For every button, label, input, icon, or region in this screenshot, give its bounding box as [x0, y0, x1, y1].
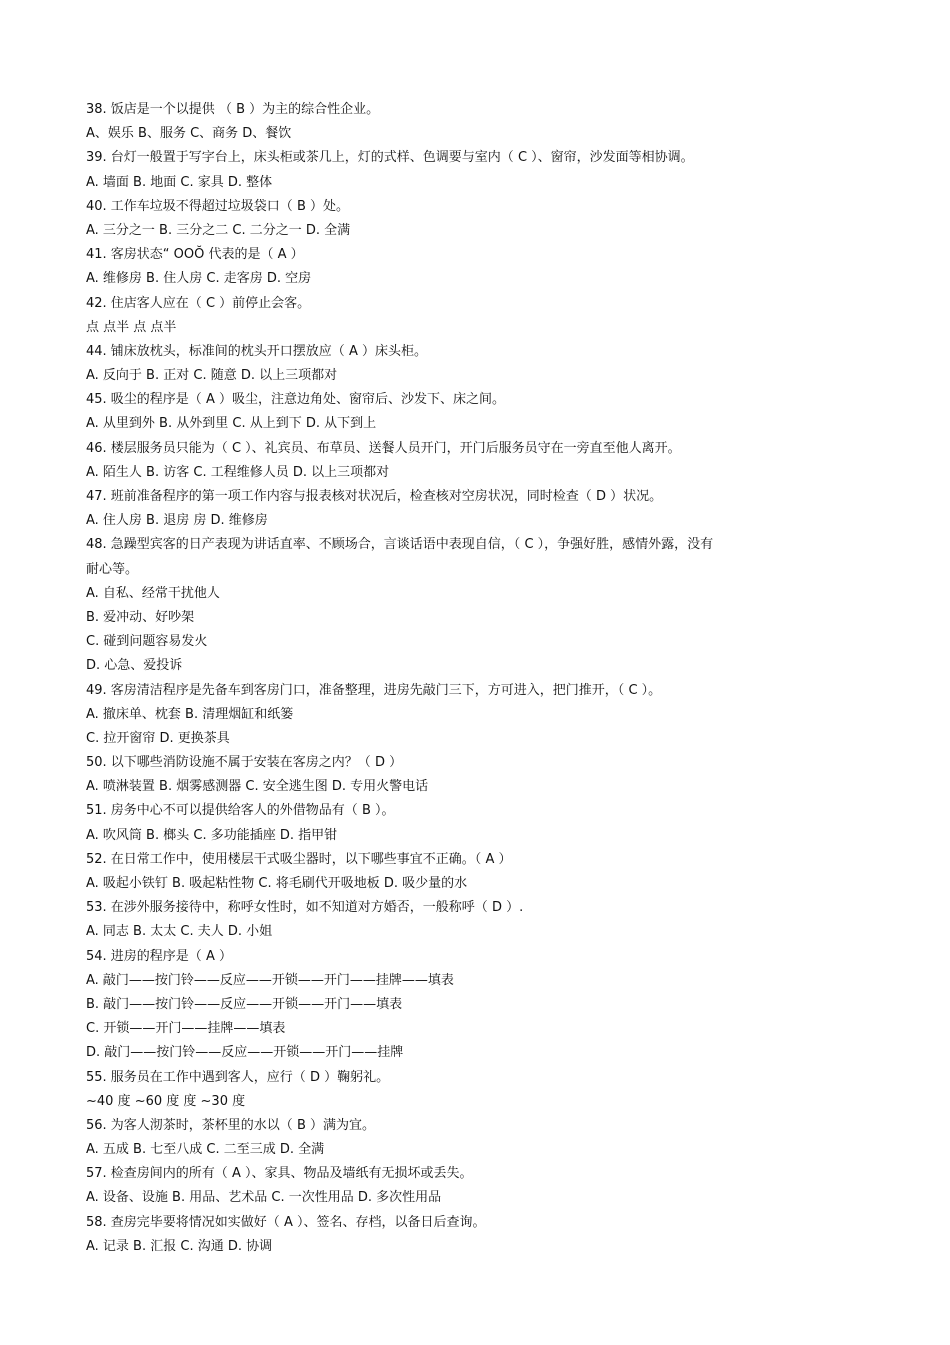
options-45: A. 从里到外 B. 从外到里 C. 从上到下 D. 从下到上	[86, 416, 377, 432]
options-44: A. 反向于 B. 正对 C. 随意 D. 以上三项都对	[86, 368, 338, 384]
question-52: 52. 在日常工作中，使用楼层干式吸尘器时，以下哪些事宜不正确。（ A ）	[86, 851, 512, 867]
question-49: 49. 客房清洁程序是先备车到客房门口，准备整理，进房先敲门三下，方可进入，把门推开，（ C ）。	[86, 682, 662, 698]
options-58: A. 记录 B. 汇报 C. 沟通 D. 协调	[86, 1238, 273, 1254]
options-46: A. 陌生人 B. 访客 C. 工程维修人员 D. 以上三项都对	[86, 464, 390, 480]
options-56: A. 五成 B. 七至八成 C. 二至三成 D. 全满	[86, 1142, 325, 1158]
question-46: 46. 楼层服务员只能为（ C ）、礼宾员、布草员、送餐人员开门，开门后服务员守在一旁直至他人离开。	[86, 440, 681, 456]
question-51: 51. 房务中心不可以提供给客人的外借物品有（ B ）。	[86, 803, 395, 819]
question-38: 38. 饭店是一个以提供 （ B ）为主的综合性企业。	[86, 102, 380, 117]
options-57: A. 设备、设施 B. 用品、艺术品 C. 一次性用品 D. 多次性用品	[86, 1190, 442, 1206]
question-53: 53. 在涉外服务接待中，称呼女性时，如不知道对方婚否，一般称呼（ D ）.	[86, 900, 524, 916]
options-55: ~40 度 ~60 度 度 ~30 度	[86, 1093, 246, 1109]
option-48-d: D. 心急、爱投诉	[86, 658, 183, 674]
option-54-b: B. 敲门——按门铃——反应——开锁——开门——填表	[86, 996, 403, 1012]
options-49-ab: A. 撤床单、枕套 B. 清理烟缸和纸篓	[86, 706, 294, 722]
question-48: 48. 急躁型宾客的日产表现为讲话直率、不顾场合，言谈话语中表现自信，（ C ），争强好胜，感情外露，没有	[86, 537, 714, 553]
options-50: A. 喷淋装置 B. 烟雾感测器 C. 安全逃生图 D. 专用火警电话	[86, 779, 429, 795]
options-40: A. 三分之一 B. 三分之二 C. 二分之一 D. 全满	[86, 222, 351, 238]
option-54-c: C. 开锁——开门——挂牌——填表	[86, 1021, 286, 1037]
question-57: 57. 检查房间内的所有（ A ）、家具、物品及墙纸有无损坏或丢失。	[86, 1166, 473, 1182]
question-55: 55. 服务员在工作中遇到客人，应行（ D ）鞠躬礼。	[86, 1069, 390, 1085]
question-44: 44. 铺床放枕头，标准间的枕头开口摆放应（ A ）床头柜。	[86, 343, 427, 359]
question-40: 40. 工作车垃圾不得超过垃圾袋口（ B ）处。	[86, 198, 349, 214]
question-48-cont: 耐心等。	[86, 561, 139, 577]
question-39: 39. 台灯一般置于写字台上，床头柜或茶几上，灯的式样、色调要与室内（ C ）、窗帘，沙发面等相协调。	[86, 150, 694, 166]
question-47: 47. 班前准备程序的第一项工作内容与报表核对状况后，检查核对空房状况，同时检查（ D ）状况。	[86, 489, 663, 504]
options-38: A、娱乐 B、服务 C、商务 D、餐饮	[86, 126, 292, 142]
question-56: 56. 为客人沏茶时，茶杯里的水以（ B ）满为宜。	[86, 1117, 375, 1133]
question-58: 58. 查房完毕要将情况如实做好（ A ）、签名、存档，以备日后查询。	[86, 1214, 486, 1230]
question-41: 41. 客房状态“ OOŎ 代表的是（ A ）	[86, 247, 304, 263]
options-39: A. 墙面 B. 地面 C. 家具 D. 整体	[86, 174, 273, 190]
option-48-b: B. 爱冲动、好吵架	[86, 609, 195, 625]
option-48-c: C. 碰到问题容易发火	[86, 634, 208, 650]
options-49-cd: C. 拉开窗帘 D. 更换茶具	[86, 730, 230, 746]
question-50: 50. 以下哪些消防设施不属于安装在客房之内？（ D ）	[86, 755, 403, 771]
option-48-a: A. 自私、经常干扰他人	[86, 585, 220, 601]
options-41: A. 维修房 B. 住人房 C. 走客房 D. 空房	[86, 271, 312, 287]
question-42: 42. 住店客人应在（ C ）前停止会客。	[86, 295, 311, 311]
document-page	[86, 98, 906, 1259]
options-51: A. 吹风筒 B. 榔头 C. 多功能插座 D. 指甲钳	[86, 827, 338, 843]
question-54: 54. 进房的程序是（ A ）	[86, 948, 232, 964]
options-47: A. 住人房 B. 退房 房 D. 维修房	[86, 513, 268, 529]
question-45: 45. 吸尘的程序是（ A ）吸尘，注意边角处、窗帘后、沙发下、床之间。	[86, 392, 505, 408]
options-42: 点 点半 点 点半	[86, 319, 177, 335]
options-53: A. 同志 B. 太太 C. 夫人 D. 小姐	[86, 924, 273, 940]
option-54-d: D. 敲门——按门铃——反应——开锁——开门——挂牌	[86, 1045, 404, 1061]
option-54-a: A. 敲门——按门铃——反应——开锁——开门——挂牌——填表	[86, 972, 454, 988]
options-52: A. 吸起小铁钉 B. 吸起粘性物 C. 将毛刷代开吸地板 D. 吸少量的水	[86, 876, 468, 891]
